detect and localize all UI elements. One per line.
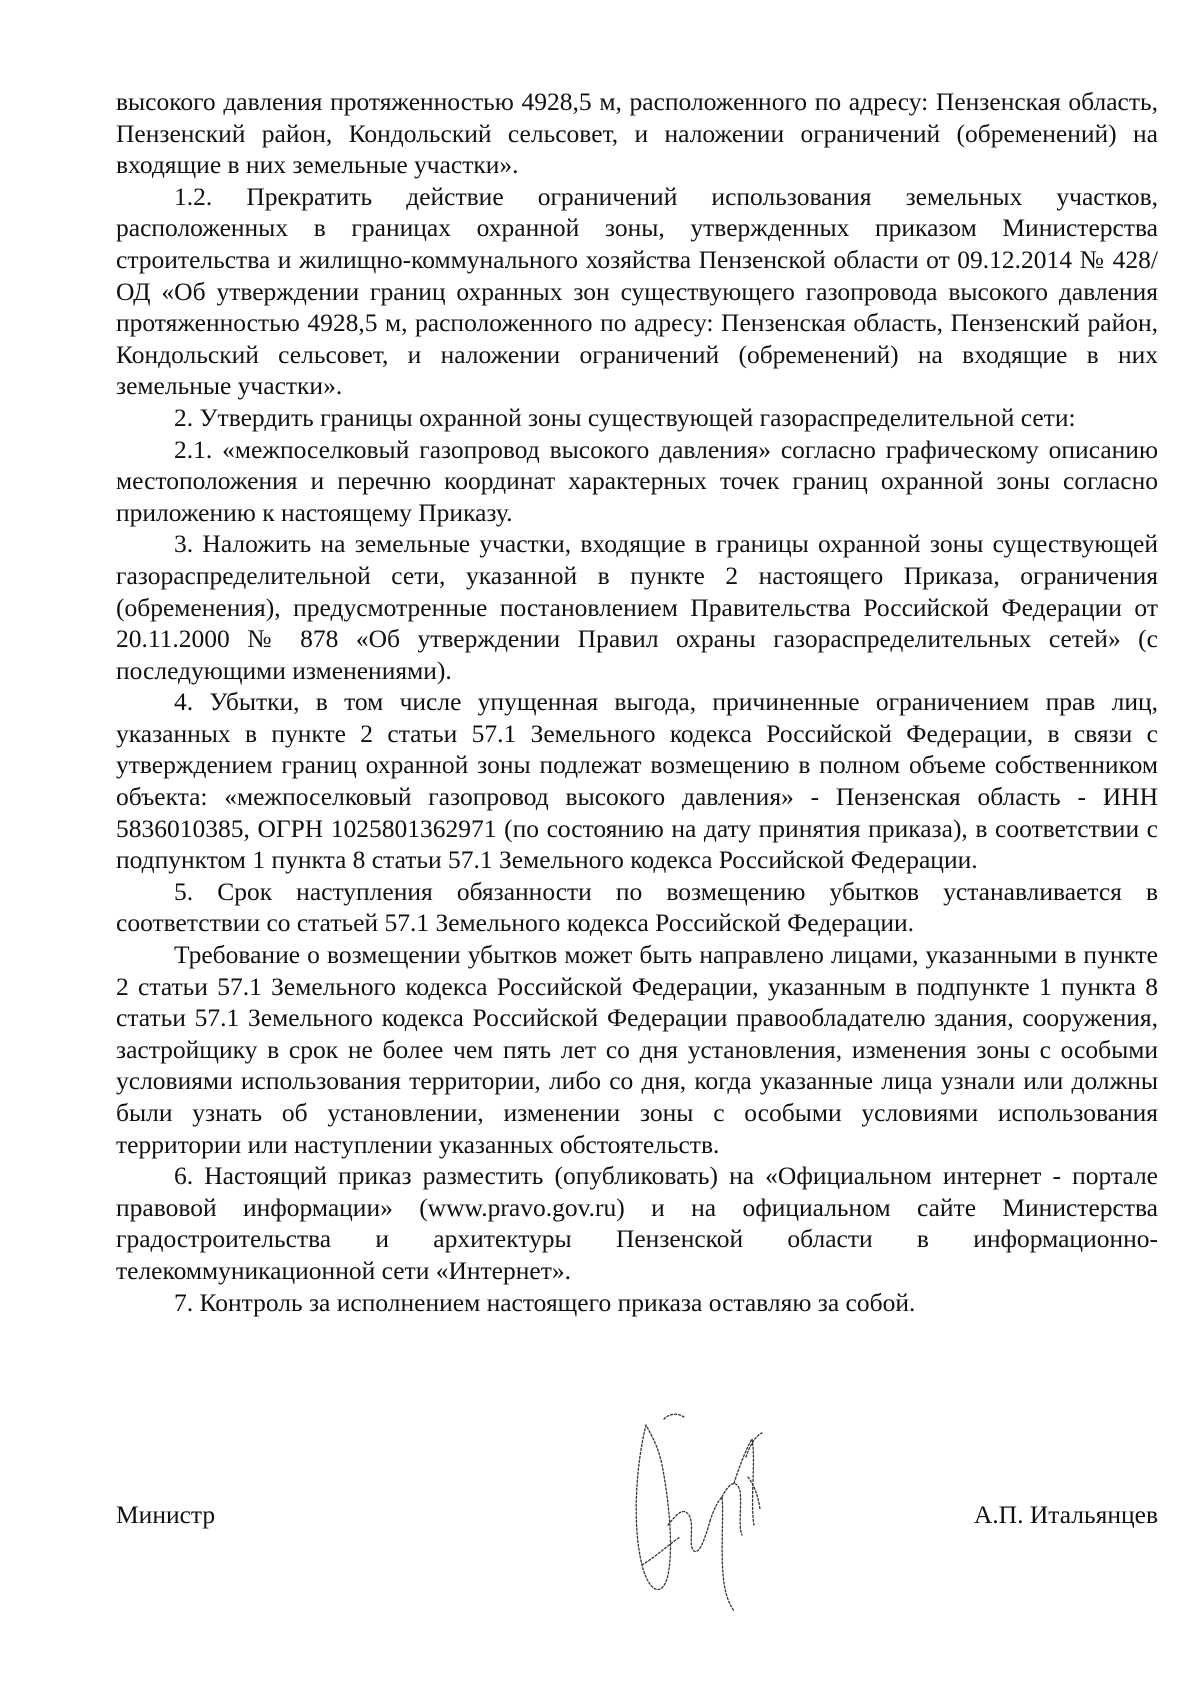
handwritten-signature-icon xyxy=(628,1405,788,1615)
signatory-title: Министр xyxy=(116,1500,216,1529)
paragraph-continuation: высокого давления протяженностью 4928,5 м, расположенного по адресу: Пензенская область, Пензенский район, Кондольский сельсовет, и наложении ограничений (обременений) на входящие в них земельные участки». xyxy=(116,87,1158,180)
paragraph-2: 2. Утвердить границы охранной зоны существующей газораспределительной сети: xyxy=(174,402,1076,432)
paragraph-6: 6. Настоящий приказ разместить (опубликовать) на «Официальном интернет - портале правовой информации» (www.pravo.gov.ru) и на официальном сайте Министерства градостроительства и архитектуры Пензенской области в информационно-телекоммуникационной сети «Интернет». xyxy=(116,1161,1158,1285)
signatory-name: А.П. Итальянцев xyxy=(973,1500,1158,1529)
paragraph-3: 3. Наложить на земельные участки, входящие в границы охранной зоны существующей газораспределительной сети, указанной в пункте 2 настоящего Приказа, ограничения (обременения), предусмотренные постановлением Правительства Российской Федерации от 20.11.2000 № 878 «Об утверждении Правил охраны газораспределительных сетей» (с последующими изменениями). xyxy=(116,529,1158,685)
document-body xyxy=(116,86,1158,1318)
paragraph-4: 4. Убытки, в том числе упущенная выгода, причиненные ограничением прав лиц, указанных в пункте 2 статьи 57.1 Земельного кодекса Российской Федерации, в связи с утверждением границ охранной зоны подлежат возмещению в полном объеме собственником объекта: «межпоселковый газопровод высокого давления» - Пензенская область - ИНН 5836010385, ОГРН 1025801362971 (по состоянию на дату принятия приказа), в соответствии с подпунктом 1 пункта 8 статьи 57.1 Земельного кодекса Российской Федерации. xyxy=(116,687,1158,875)
paragraph-2-1: 2.1. «межпоселковый газопровод высокого давления» согласно графическому описанию местоположения и перечню координат характерных точек границ охранной зоны согласно приложению к настоящему Приказу. xyxy=(116,434,1158,527)
paragraph-5-claim: Требование о возмещении убытков может быть направлено лицами, указанными в пункте 2 статьи 57.1 Земельного кодекса Российской Федерации, указанным в подпункте 1 пункта 8 статьи 57.1 Земельного кодекса Российской Федерации правообладателю здания, сооружения, застройщику в срок не более чем пять лет со дня установления, изменения зоны с особыми условиями использования территории, либо со дня, когда указанные лица узнали или должны были узнать об установлении, изменении зоны с особыми условиями использования территории или наступлении указанных обстоятельств. xyxy=(116,940,1158,1159)
paragraph-1-2: 1.2. Прекратить действие ограничений использования земельных участков, расположенных в границах охранной зоны, утвержденных приказом Министерства строительства и жилищно-коммунального хозяйства Пензенской области от 09.12.2014 № 428/ОД «Об утверждении границ охранных зон существующего газопровода высокого давления протяженностью 4928,5 м, расположенного по адресу: Пензенская область, Пензенский район, Кондольский сельсовет, и наложении ограничений (обременений) на входящие в них земельные участки». xyxy=(116,181,1158,401)
paragraph-5: 5. Срок наступления обязанности по возмещению убытков устанавливается в соответствии со статьей 57.1 Земельного кодекса Российской Федерации. xyxy=(116,876,1158,938)
paragraph-7: 7. Контроль за исполнением настоящего приказа оставляю за собой. xyxy=(174,1287,916,1317)
